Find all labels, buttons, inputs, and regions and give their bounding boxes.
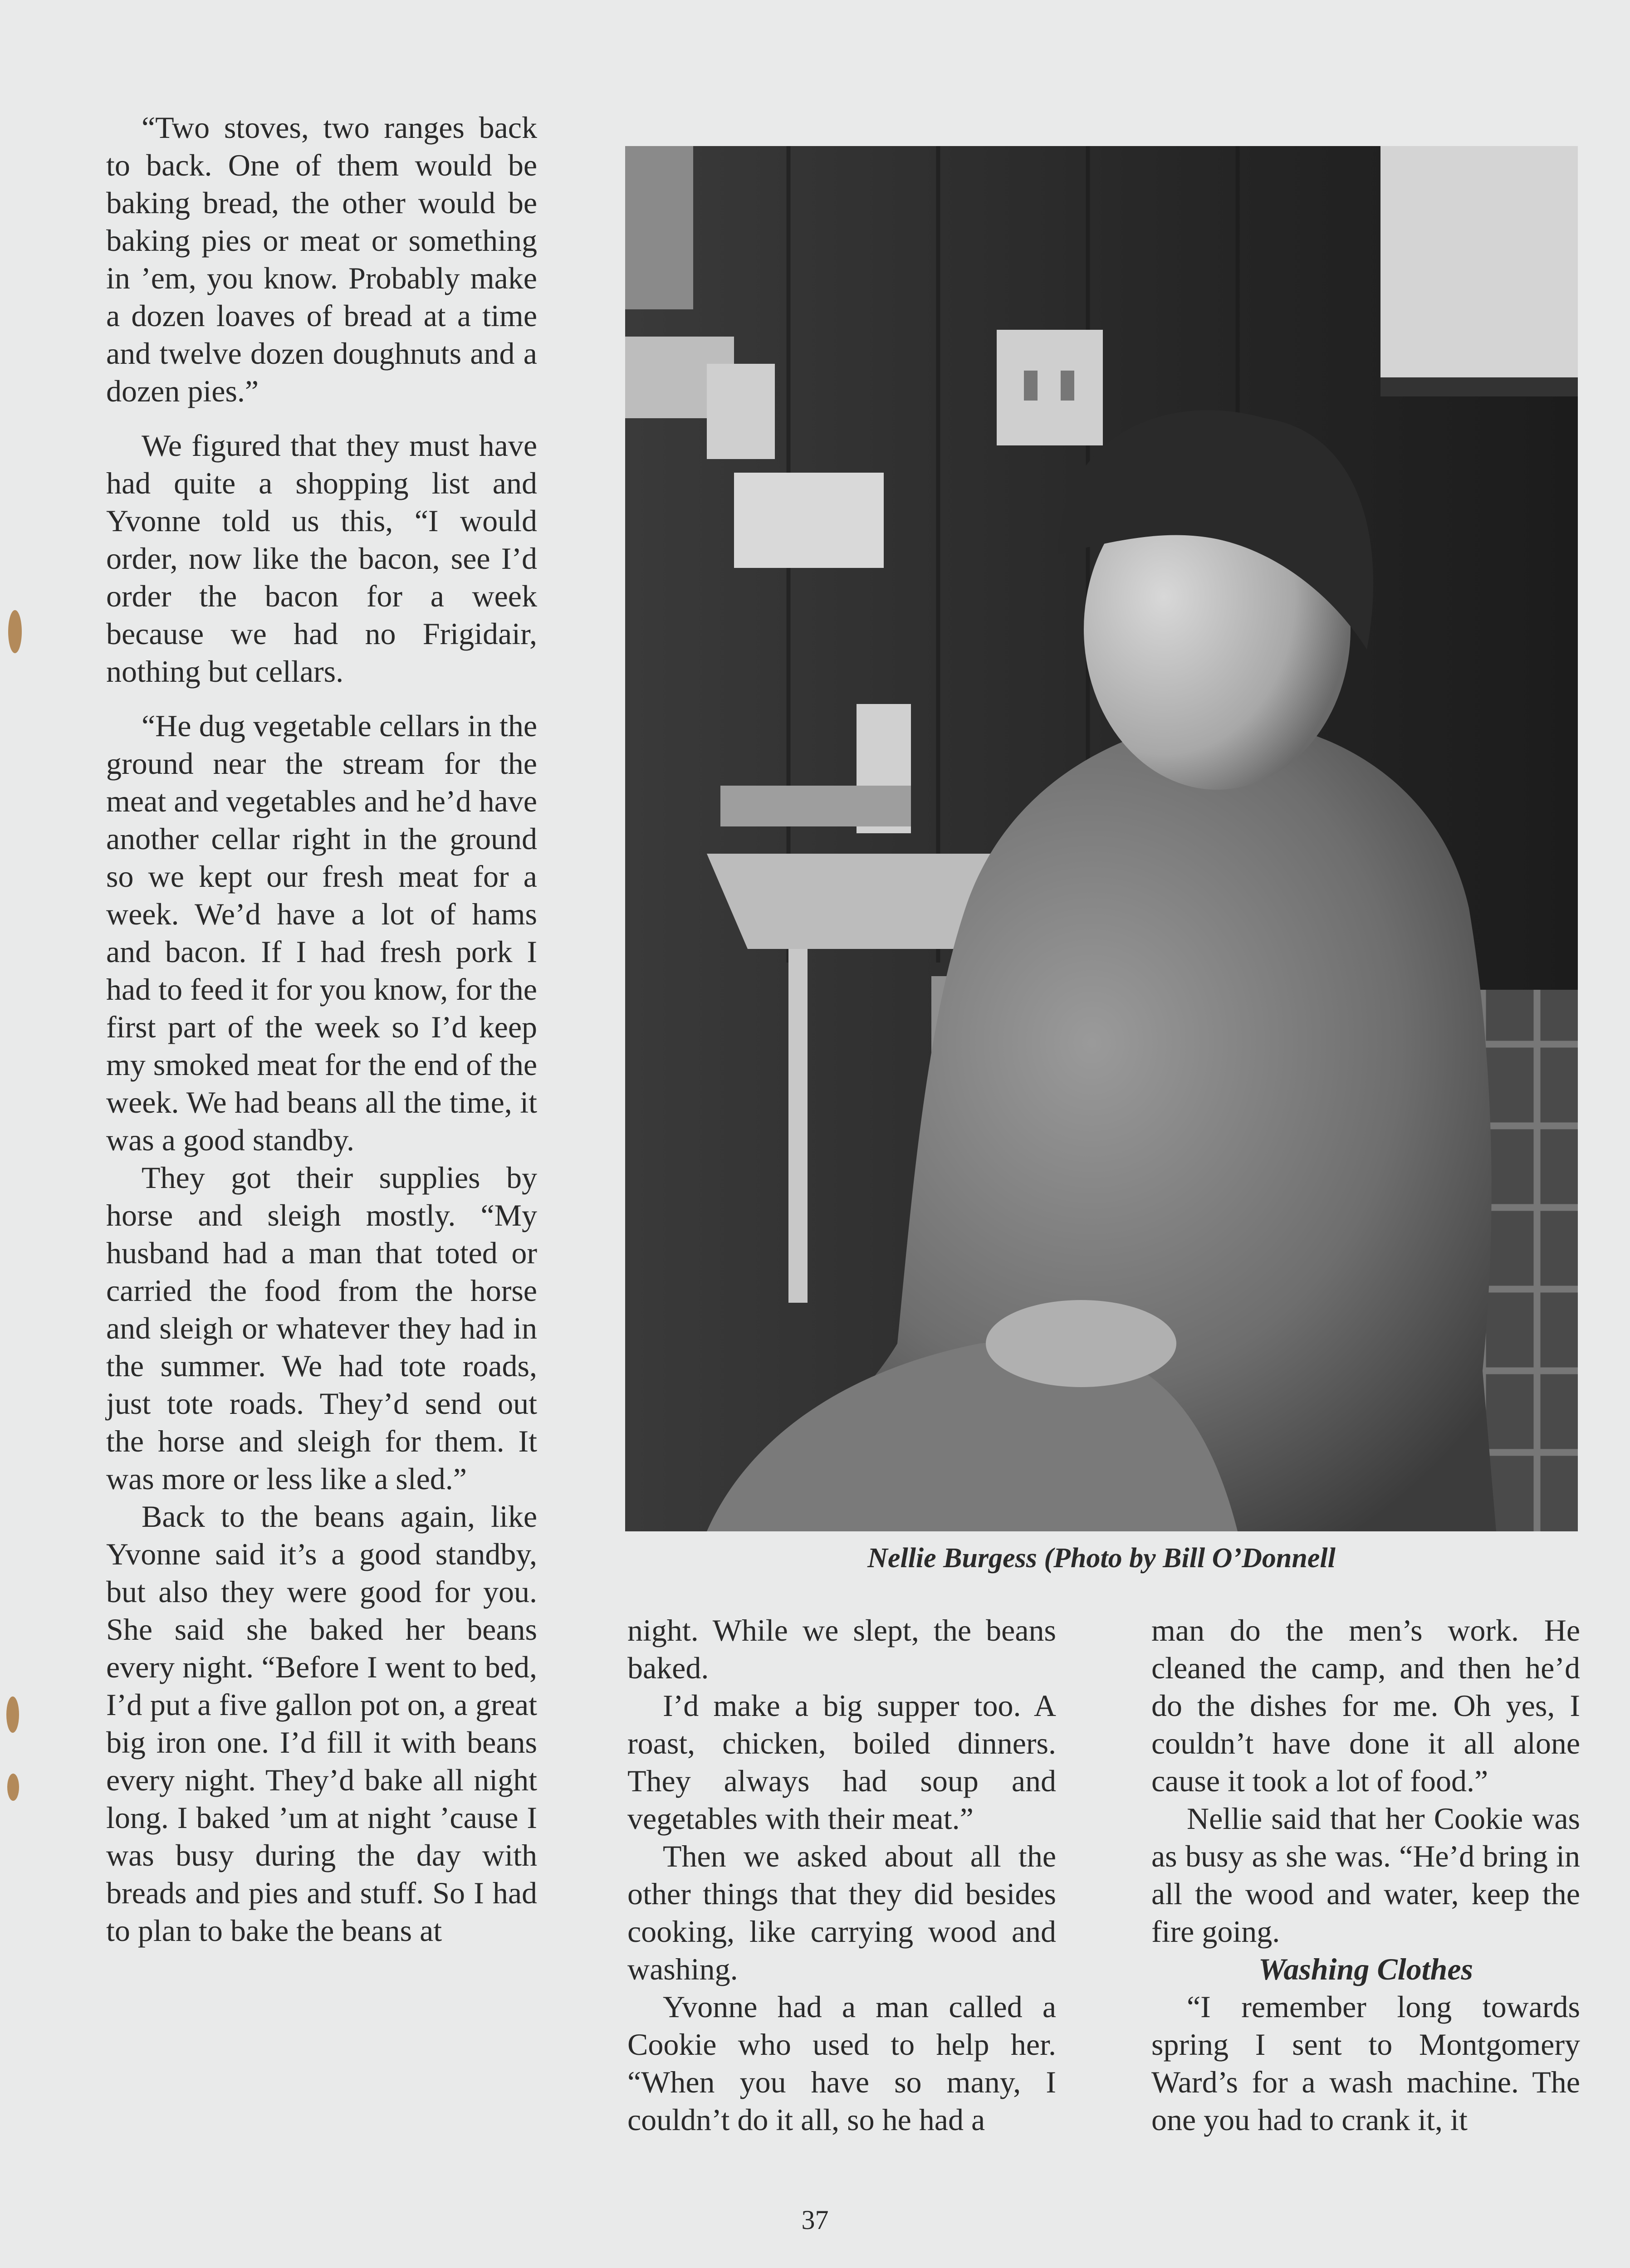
portrait-photo [625, 146, 1578, 1531]
rust-mark [8, 610, 22, 653]
photo-illustration [625, 146, 1578, 1531]
paragraph: Back to the beans again, like Yvonne said it’s a good standby, but also they were good for you. She said she baked her beans every night. “Before I went to bed, I’d put a five gallon pot on, a great big iron one. I’d fill it with beans every night. They’d bake all night long. I baked ’um at night ’cause I was busy during the day with breads and pies and stuff. So I had to plan to bake the beans at [106, 1499, 537, 1948]
paragraph: “He dug vegetable cellars in the ground near the stream for the meat and vegetables and he’d have another cellar right in the ground so we kept our fresh meat for a week. We’d have a lot of hams and bacon. If I had fresh pork I had to feed it for you know, for the first part of the week so I’d keep my smoked meat for the end of the week. We had beans all the time, it was a good standby. [106, 709, 537, 1157]
section-subheading: Washing Clothes [1258, 1952, 1473, 1986]
rust-mark [7, 1774, 19, 1801]
right-text-column [1151, 1612, 1580, 2139]
photo-caption: Nellie Burgess (Photo by Bill O’Donnell [867, 1543, 1336, 1574]
middle-text-column [627, 1612, 1056, 2139]
paragraph: We figured that they must have had quite a shopping list and Yvonne told us this, “I would order, now like the bacon, see I’d order the bacon for a week because we had no Frigidair, nothing but cellars. [106, 428, 537, 689]
paragraph: night. While we slept, the beans baked. [627, 1613, 1056, 1685]
paragraph: man do the men’s work. He cleaned the camp, and then he’d do the dishes for me. Oh yes, I couldn’t have done it all alone cause it took a lot of food.” [1151, 1613, 1580, 1798]
left-text-column [106, 109, 537, 1950]
paragraph: “I remember long towards spring I sent to Montgomery Ward’s for a wash machine. The one you had to crank it, it [1151, 1989, 1580, 2137]
page-number: 37 [801, 2205, 829, 2235]
paragraph: I’d make a big supper too. A roast, chicken, boiled dinners. They always had soup and vegetables with their meat.” [627, 1688, 1056, 1836]
paragraph: Then we asked about all the other things that they did besides cooking, like carrying wood and washing. [627, 1839, 1056, 1986]
paragraph: They got their supplies by horse and sleigh mostly. “My husband had a man that toted or carried the food from the horse and sleigh or whatever they had in the summer. We had tote roads, just tote roads. They’d send out the horse and sleigh for them. It was more or less like a sled.” [106, 1160, 537, 1496]
paragraph: Nellie said that her Cookie was as busy as she was. “He’d bring in all the wood and water, keep the fire going. [1151, 1801, 1580, 1949]
paragraph: Yvonne had a man called a Cookie who used to help her. “When you have so many, I couldn’t do it all, so he had a [627, 1989, 1056, 2137]
rust-mark [6, 1696, 19, 1733]
paragraph: “Two stoves, two ranges back to back. One of them would be baking bread, the other would be baking pies or meat or something in ’em, you know. Probably make a dozen loaves of bread at a time and twelve dozen doughnuts and a dozen pies.” [106, 110, 537, 408]
